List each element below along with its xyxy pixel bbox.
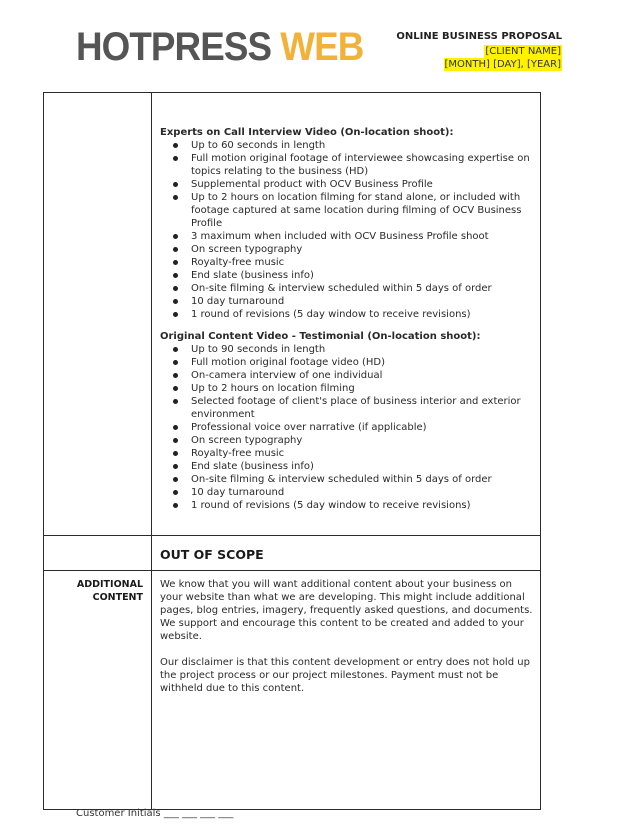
additional-content-text: [160, 578, 534, 695]
row-divider-bottom: [44, 570, 540, 571]
list-item: 1 round of revisions (5 day window to receive revisions): [160, 308, 534, 321]
list-item: 10 day turnaround: [160, 486, 534, 499]
row-divider-top: [44, 535, 540, 536]
section-list: [160, 343, 534, 512]
list-item: Full motion original footage video (HD): [160, 356, 534, 369]
list-item: Professional voice over narrative (if applicable): [160, 421, 534, 434]
list-item: 3 maximum when included with OCV Business Profile shoot: [160, 230, 534, 243]
paragraph: Our disclaimer is that this content development or entry does not hold up the project process or our project milestones. Payment must not be withheld due to this content.: [160, 657, 530, 694]
logo-accent-text: WEB: [280, 25, 364, 69]
section-title: Experts on Call Interview Video (On-location shoot):: [160, 127, 454, 138]
proposal-title: ONLINE BUSINESS PROPOSAL: [396, 31, 562, 42]
list-item: Supplemental product with OCV Business Profile: [160, 178, 534, 191]
client-name-placeholder: [CLIENT NAME]: [485, 46, 561, 57]
list-item: 10 day turnaround: [160, 295, 534, 308]
list-item: Full motion original footage of interviewee showcasing expertise on topics relating to the business (HD): [160, 152, 534, 178]
column-divider: [151, 93, 152, 809]
list-item: Up to 60 seconds in length: [160, 139, 534, 152]
deliverables-section: [160, 126, 534, 512]
list-item: 1 round of revisions (5 day window to receive revisions): [160, 499, 534, 512]
customer-initials-line: Customer Initials ___ ___ ___ ___: [76, 808, 234, 819]
list-item: On-site filming & interview scheduled within 5 days of order: [160, 282, 534, 295]
section-list: [160, 139, 534, 321]
list-item: On-site filming & interview scheduled within 5 days of order: [160, 473, 534, 486]
company-logo: [76, 22, 363, 72]
list-item: Royalty-free music: [160, 447, 534, 460]
proposal-table: [43, 92, 541, 810]
list-item: End slate (business info): [160, 460, 534, 473]
list-item: Royalty-free music: [160, 256, 534, 269]
paragraph: We know that you will want additional content about your business on your website than what we are developing. This might include additional pages, blog entries, imagery, frequently asked questions, and documents. We support and encourage this content to be created and added to your website.: [160, 579, 533, 642]
list-item: Up to 2 hours on location filming: [160, 382, 534, 395]
list-item: On screen typography: [160, 243, 534, 256]
list-item: Up to 2 hours on location filming for stand alone, or included with footage captured at same location during filming of OCV Business Profile: [160, 191, 534, 230]
list-item: On screen typography: [160, 434, 534, 447]
section-title: Original Content Video - Testimonial (On-location shoot):: [160, 331, 481, 342]
out-of-scope-heading: OUT OF SCOPE: [160, 547, 264, 562]
list-item: Up to 90 seconds in length: [160, 343, 534, 356]
date-placeholder: [MONTH] [DAY], [YEAR]: [444, 59, 561, 70]
list-item: End slate (business info): [160, 269, 534, 282]
proposal-header: [396, 30, 562, 71]
list-item: Selected footage of client's place of business interior and exterior environment: [160, 395, 534, 421]
list-item: On-camera interview of one individual: [160, 369, 534, 382]
additional-content-label: ADDITIONAL CONTENT: [76, 579, 143, 603]
logo-primary-text: HOTPRESS: [76, 25, 272, 69]
